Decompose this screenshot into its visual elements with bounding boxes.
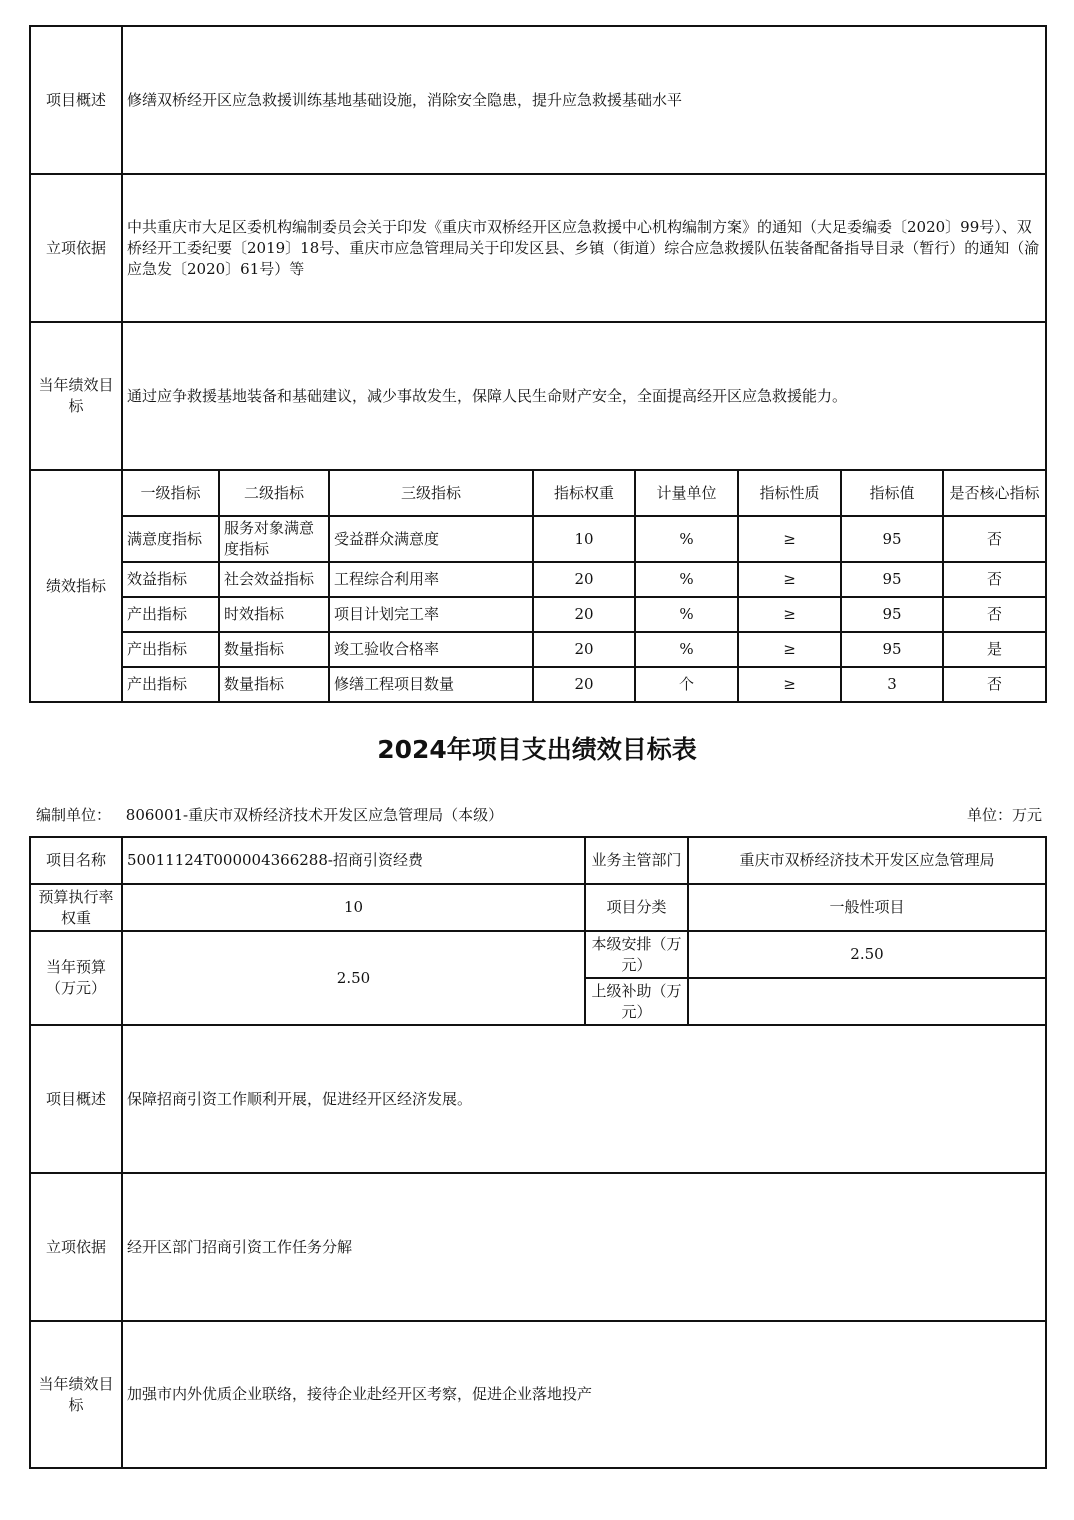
core-cell: 否 <box>943 562 1046 597</box>
basis-label: 立项依据 <box>30 1173 122 1321</box>
budget-label: 当年预算（万元） <box>30 931 122 1025</box>
value-cell: 95 <box>841 597 943 632</box>
basis-text: 经开区部门招商引资工作任务分解 <box>122 1173 1046 1321</box>
level2-cell: 时效指标 <box>219 597 329 632</box>
basis-label: 立项依据 <box>30 174 122 322</box>
level3-cell: 竣工验收合格率 <box>329 632 533 667</box>
goal-label: 当年绩效目标 <box>30 322 122 470</box>
nature-cell: ≥ <box>738 597 841 632</box>
project-table-1 <box>29 25 1047 703</box>
table-row <box>30 632 1046 667</box>
value-cell: 95 <box>841 562 943 597</box>
category-value: 一般性项目 <box>688 884 1046 931</box>
header-cell: 三级指标 <box>329 470 533 516</box>
header-cell: 指标权重 <box>533 470 635 516</box>
level3-cell: 受益群众满意度 <box>329 516 533 562</box>
level2-cell: 社会效益指标 <box>219 562 329 597</box>
weight-cell: 20 <box>533 597 635 632</box>
header-cell: 二级指标 <box>219 470 329 516</box>
weight-cell: 20 <box>533 667 635 702</box>
goal-label: 当年绩效目标 <box>30 1321 122 1468</box>
superior-value <box>688 978 1046 1025</box>
project-table-2 <box>29 836 1047 1469</box>
core-cell: 是 <box>943 632 1046 667</box>
table-row <box>30 562 1046 597</box>
level1-cell: 产出指标 <box>122 597 219 632</box>
local-value: 2.50 <box>688 931 1046 978</box>
value-cell: 95 <box>841 516 943 562</box>
exec-rate-value: 10 <box>122 884 585 931</box>
currency-unit: 单位：万元 <box>966 806 1042 824</box>
goal-text: 通过应争救援基地装备和基础建议，减少事故发生，保障人民生命财产安全，全面提高经开区应急救援能力。 <box>122 322 1046 470</box>
header-cell: 计量单位 <box>635 470 738 516</box>
dept-label: 业务主管部门 <box>585 837 688 884</box>
exec-rate-label: 预算执行率权重 <box>30 884 122 931</box>
weight-cell: 20 <box>533 562 635 597</box>
level1-cell: 效益指标 <box>122 562 219 597</box>
org-value: 806001-重庆市双桥经济技术开发区应急管理局（本级） <box>125 806 504 824</box>
header-cell: 是否核心指标 <box>943 470 1046 516</box>
name-value: 50011124T000004366288-招商引资经费 <box>122 837 585 884</box>
org-line <box>36 804 503 825</box>
level2-cell: 服务对象满意度指标 <box>219 516 329 562</box>
overview-text: 保障招商引资工作顺利开展，促进经开区经济发展。 <box>122 1025 1046 1173</box>
local-label: 本级安排（万元） <box>585 931 688 978</box>
header-cell: 一级指标 <box>122 470 219 516</box>
table-row <box>30 516 1046 562</box>
level3-cell: 修缮工程项目数量 <box>329 667 533 702</box>
weight-cell: 20 <box>533 632 635 667</box>
value-cell: 3 <box>841 667 943 702</box>
unit-cell: % <box>635 562 738 597</box>
nature-cell: ≥ <box>738 516 841 562</box>
name-label: 项目名称 <box>30 837 122 884</box>
unit-cell: % <box>635 632 738 667</box>
dept-value: 重庆市双桥经济技术开发区应急管理局 <box>688 837 1046 884</box>
superior-label: 上级补助（万元） <box>585 978 688 1025</box>
header-cell: 指标值 <box>841 470 943 516</box>
unit-cell: % <box>635 516 738 562</box>
level2-cell: 数量指标 <box>219 667 329 702</box>
nature-cell: ≥ <box>738 562 841 597</box>
level2-cell: 数量指标 <box>219 632 329 667</box>
unit-cell: % <box>635 597 738 632</box>
goal-text: 加强市内外优质企业联络，接待企业赴经开区考察，促进企业落地投产 <box>122 1321 1046 1468</box>
unit-cell: 个 <box>635 667 738 702</box>
nature-cell: ≥ <box>738 632 841 667</box>
level3-cell: 工程综合利用率 <box>329 562 533 597</box>
weight-cell: 10 <box>533 516 635 562</box>
level1-cell: 产出指标 <box>122 667 219 702</box>
org-label: 编制单位： <box>36 806 112 824</box>
core-cell: 否 <box>943 597 1046 632</box>
nature-cell: ≥ <box>738 667 841 702</box>
category-label: 项目分类 <box>585 884 688 931</box>
level1-cell: 产出指标 <box>122 632 219 667</box>
perf-label: 绩效指标 <box>30 470 122 702</box>
level1-cell: 满意度指标 <box>122 516 219 562</box>
core-cell: 否 <box>943 667 1046 702</box>
overview-label: 项目概述 <box>30 26 122 174</box>
page-title: 2024年项目支出绩效目标表 <box>377 735 697 764</box>
basis-text: 中共重庆市大足区委机构编制委员会关于印发《重庆市双桥经开区应急救援中心机构编制方案》的通知（大足委编委〔2020〕99号）、双桥经开工委纪要〔2019〕18号、重庆市应急管理局关于印发区县、乡镇（街道）综合应急救援队伍装备配备指导目录（暂行）的通知（渝应急发〔2020〕61号）等 <box>122 174 1046 322</box>
table-row <box>30 597 1046 632</box>
core-cell: 否 <box>943 516 1046 562</box>
overview-label: 项目概述 <box>30 1025 122 1173</box>
overview-text: 修缮双桥经开区应急救援训练基地基础设施，消除安全隐患，提升应急救援基础水平 <box>122 26 1046 174</box>
header-cell: 指标性质 <box>738 470 841 516</box>
value-cell: 95 <box>841 632 943 667</box>
table-row <box>30 667 1046 702</box>
level3-cell: 项目计划完工率 <box>329 597 533 632</box>
budget-value: 2.50 <box>122 931 585 1025</box>
